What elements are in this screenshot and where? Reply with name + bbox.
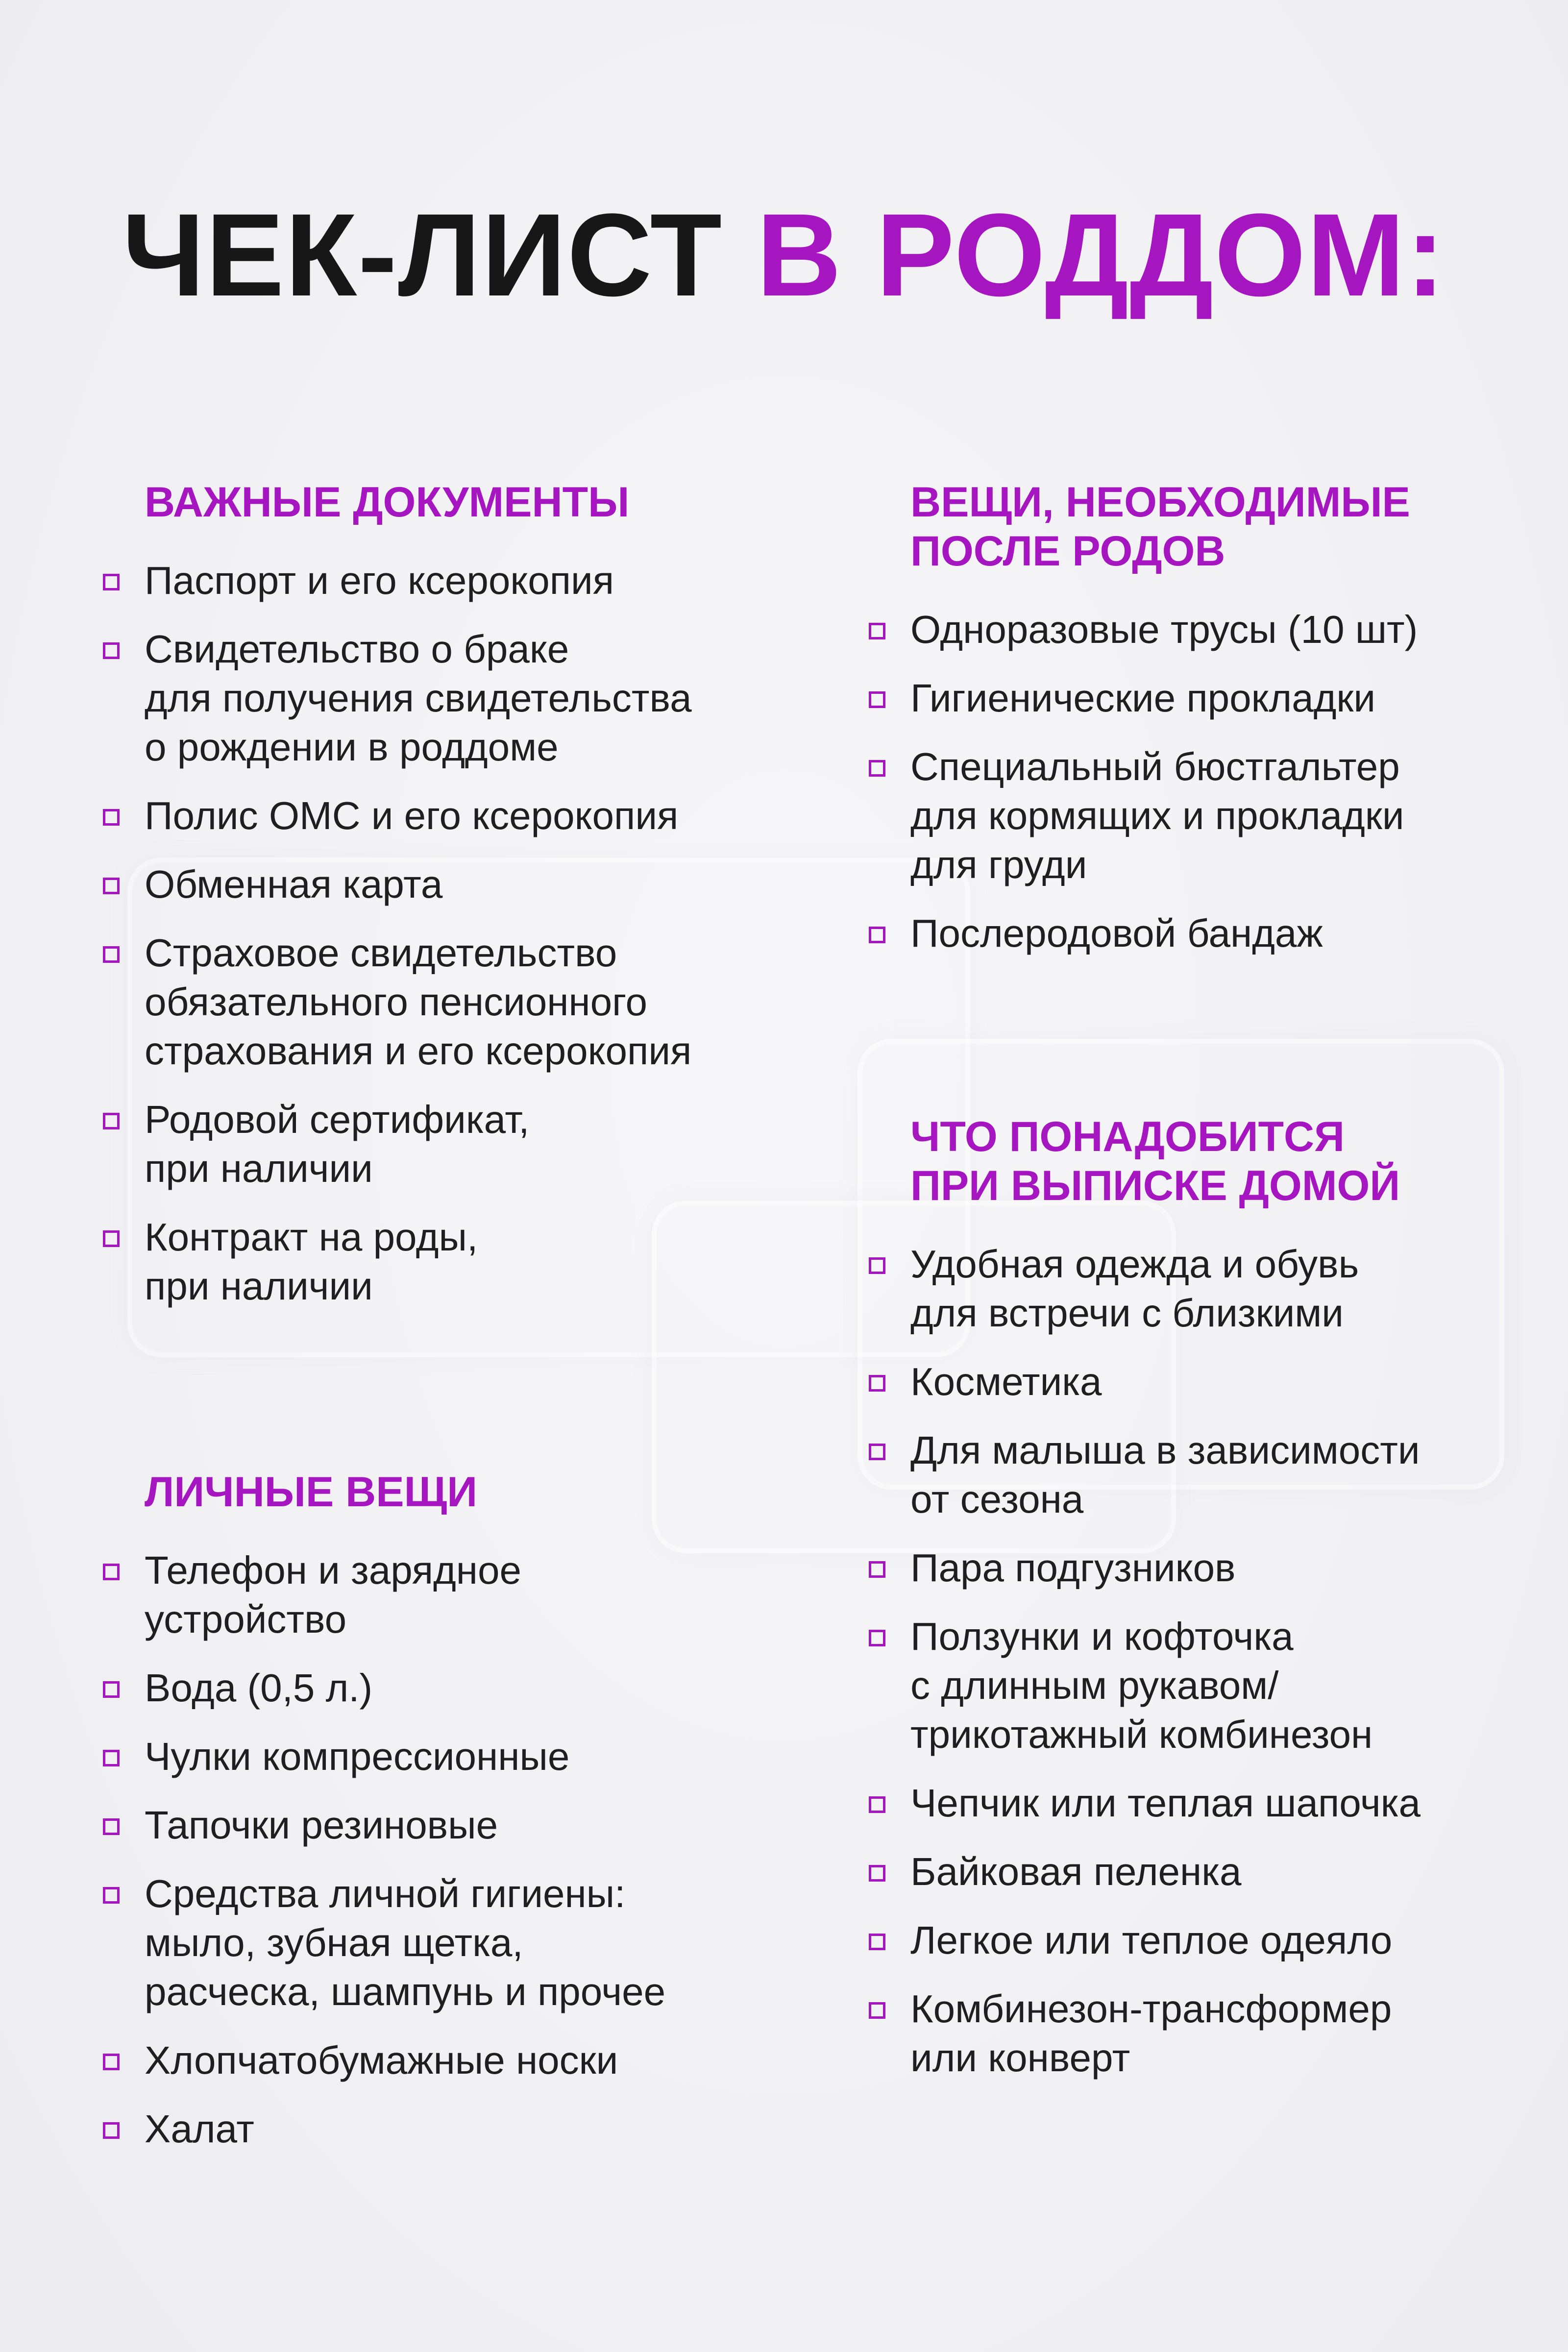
list-item <box>145 2105 782 2154</box>
item-text: Байковая пеленка <box>910 1850 1242 1893</box>
item-text: Родовой сертификат, при наличии <box>145 1098 530 1190</box>
item-text: Удобная одежда и обувь для встречи с близкими <box>910 1242 1359 1335</box>
item-text: Специальный бюстгальтер для кормящих и прокладки для груди <box>910 745 1404 886</box>
checkbox-icon <box>103 809 120 826</box>
item-text: Обменная карта <box>145 862 443 906</box>
checkbox-icon <box>869 1444 885 1460</box>
checkbox-icon <box>869 691 885 708</box>
section-heading: ЧТО ПОНАДОБИТСЯ ПРИ ВЫПИСКЕ ДОМОЙ <box>910 1113 1400 1209</box>
checkbox-icon <box>103 1113 120 1129</box>
list-item <box>910 742 1547 889</box>
item-text: Для малыша в зависимости от сезона <box>910 1428 1420 1521</box>
checkbox-icon <box>103 574 120 590</box>
list-item <box>145 1546 782 1644</box>
checkbox-icon <box>103 2054 120 2070</box>
section-personal <box>145 1468 782 2173</box>
checkbox-icon <box>869 1865 885 1882</box>
checkbox-icon <box>869 2002 885 2019</box>
checkbox-icon <box>103 1230 120 1247</box>
list-item <box>145 625 782 772</box>
list-item <box>910 1916 1547 1965</box>
list-item <box>910 674 1547 723</box>
checkbox-icon <box>103 1818 120 1835</box>
list-item <box>145 1869 782 2016</box>
checkbox-icon <box>869 623 885 639</box>
checkbox-icon <box>103 1564 120 1580</box>
checklist <box>910 1240 1547 2082</box>
title-part-purple: В РОДДОМ: <box>756 189 1446 320</box>
checkbox-icon <box>869 927 885 943</box>
checkbox-icon <box>103 1681 120 1698</box>
list-item <box>910 909 1547 958</box>
page-title <box>0 189 1568 320</box>
item-text: Халат <box>145 2107 254 2151</box>
title-part-black: ЧЕК-ЛИСТ <box>122 189 723 320</box>
checkbox-icon <box>103 1750 120 1766</box>
list-item <box>910 1984 1547 2082</box>
checkbox-icon <box>869 1375 885 1392</box>
item-text: Косметика <box>910 1360 1102 1403</box>
list-item <box>145 1732 782 1781</box>
item-text: Тапочки резиновые <box>145 1803 498 1847</box>
section-heading: ВЕЩИ, НЕОБХОДИМЫЕ ПОСЛЕ РОДОВ <box>910 479 1410 575</box>
item-text: Свидетельство о браке для получения свидетельства о рождении в роддоме <box>145 627 692 769</box>
list-item <box>910 1544 1547 1592</box>
item-text: Контракт на роды, при наличии <box>145 1215 478 1308</box>
list-item <box>910 1426 1547 1524</box>
checkbox-icon <box>103 946 120 963</box>
list-item <box>910 1847 1547 1896</box>
list-item <box>145 1095 782 1193</box>
checkbox-icon <box>869 1561 885 1578</box>
checkbox-icon <box>869 1630 885 1646</box>
item-text: Средства личной гигиены: мыло, зубная щетка, расческа, шампунь и прочее <box>145 1872 666 2013</box>
section-heading: ВАЖНЫЕ ДОКУМЕНТЫ <box>145 479 630 526</box>
checklist <box>145 1546 782 2154</box>
list-item <box>910 1612 1547 1759</box>
checkbox-icon <box>869 760 885 777</box>
checklist <box>910 605 1547 958</box>
list-item <box>145 1213 782 1311</box>
list-item <box>145 556 782 605</box>
list-item <box>145 2036 782 2085</box>
list-item <box>145 791 782 840</box>
list-item <box>910 1779 1547 1828</box>
item-text: Страховое свидетельство обязательного пенсионного страхования и его ксерокопия <box>145 931 692 1073</box>
list-item <box>145 929 782 1076</box>
section-documents <box>145 478 782 1330</box>
item-text: Паспорт и его ксерокопия <box>145 559 614 602</box>
item-text: Телефон и зарядное устройство <box>145 1548 521 1641</box>
section-heading: ЛИЧНЫЕ ВЕЩИ <box>145 1469 478 1516</box>
list-item <box>145 1801 782 1850</box>
checkbox-icon <box>869 1257 885 1274</box>
item-text: Ползунки и кофточка с длинным рукавом/ трикотажный комбинезон <box>910 1615 1373 1756</box>
checklist <box>145 556 782 1311</box>
item-text: Вода (0,5 л.) <box>145 1666 373 1710</box>
item-text: Послеродовой бандаж <box>910 911 1323 955</box>
item-text: Пара подгузников <box>910 1546 1236 1590</box>
item-text: Гигиенические прокладки <box>910 676 1376 720</box>
checkbox-icon <box>103 642 120 659</box>
checkbox-icon <box>103 1887 120 1904</box>
list-item <box>910 605 1547 654</box>
section-discharge <box>910 1112 1547 2102</box>
list-item <box>910 1357 1547 1406</box>
item-text: Одноразовые трусы (10 шт) <box>910 608 1418 651</box>
checkbox-icon <box>103 2122 120 2139</box>
item-text: Чулки компрессионные <box>145 1735 570 1778</box>
section-after-birth <box>910 478 1547 978</box>
checkbox-icon <box>103 878 120 894</box>
checkbox-icon <box>869 1934 885 1950</box>
list-item <box>145 1664 782 1713</box>
item-text: Комбинезон-трансформер или конверт <box>910 1987 1392 2080</box>
item-text: Чепчик или теплая шапочка <box>910 1781 1421 1825</box>
item-text: Хлопчатобумажные носки <box>145 2038 618 2082</box>
item-text: Легкое или теплое одеяло <box>910 1918 1393 1962</box>
list-item <box>910 1240 1547 1338</box>
checkbox-icon <box>869 1796 885 1813</box>
item-text: Полис ОМС и его ксерокопия <box>145 794 679 837</box>
list-item <box>145 860 782 909</box>
